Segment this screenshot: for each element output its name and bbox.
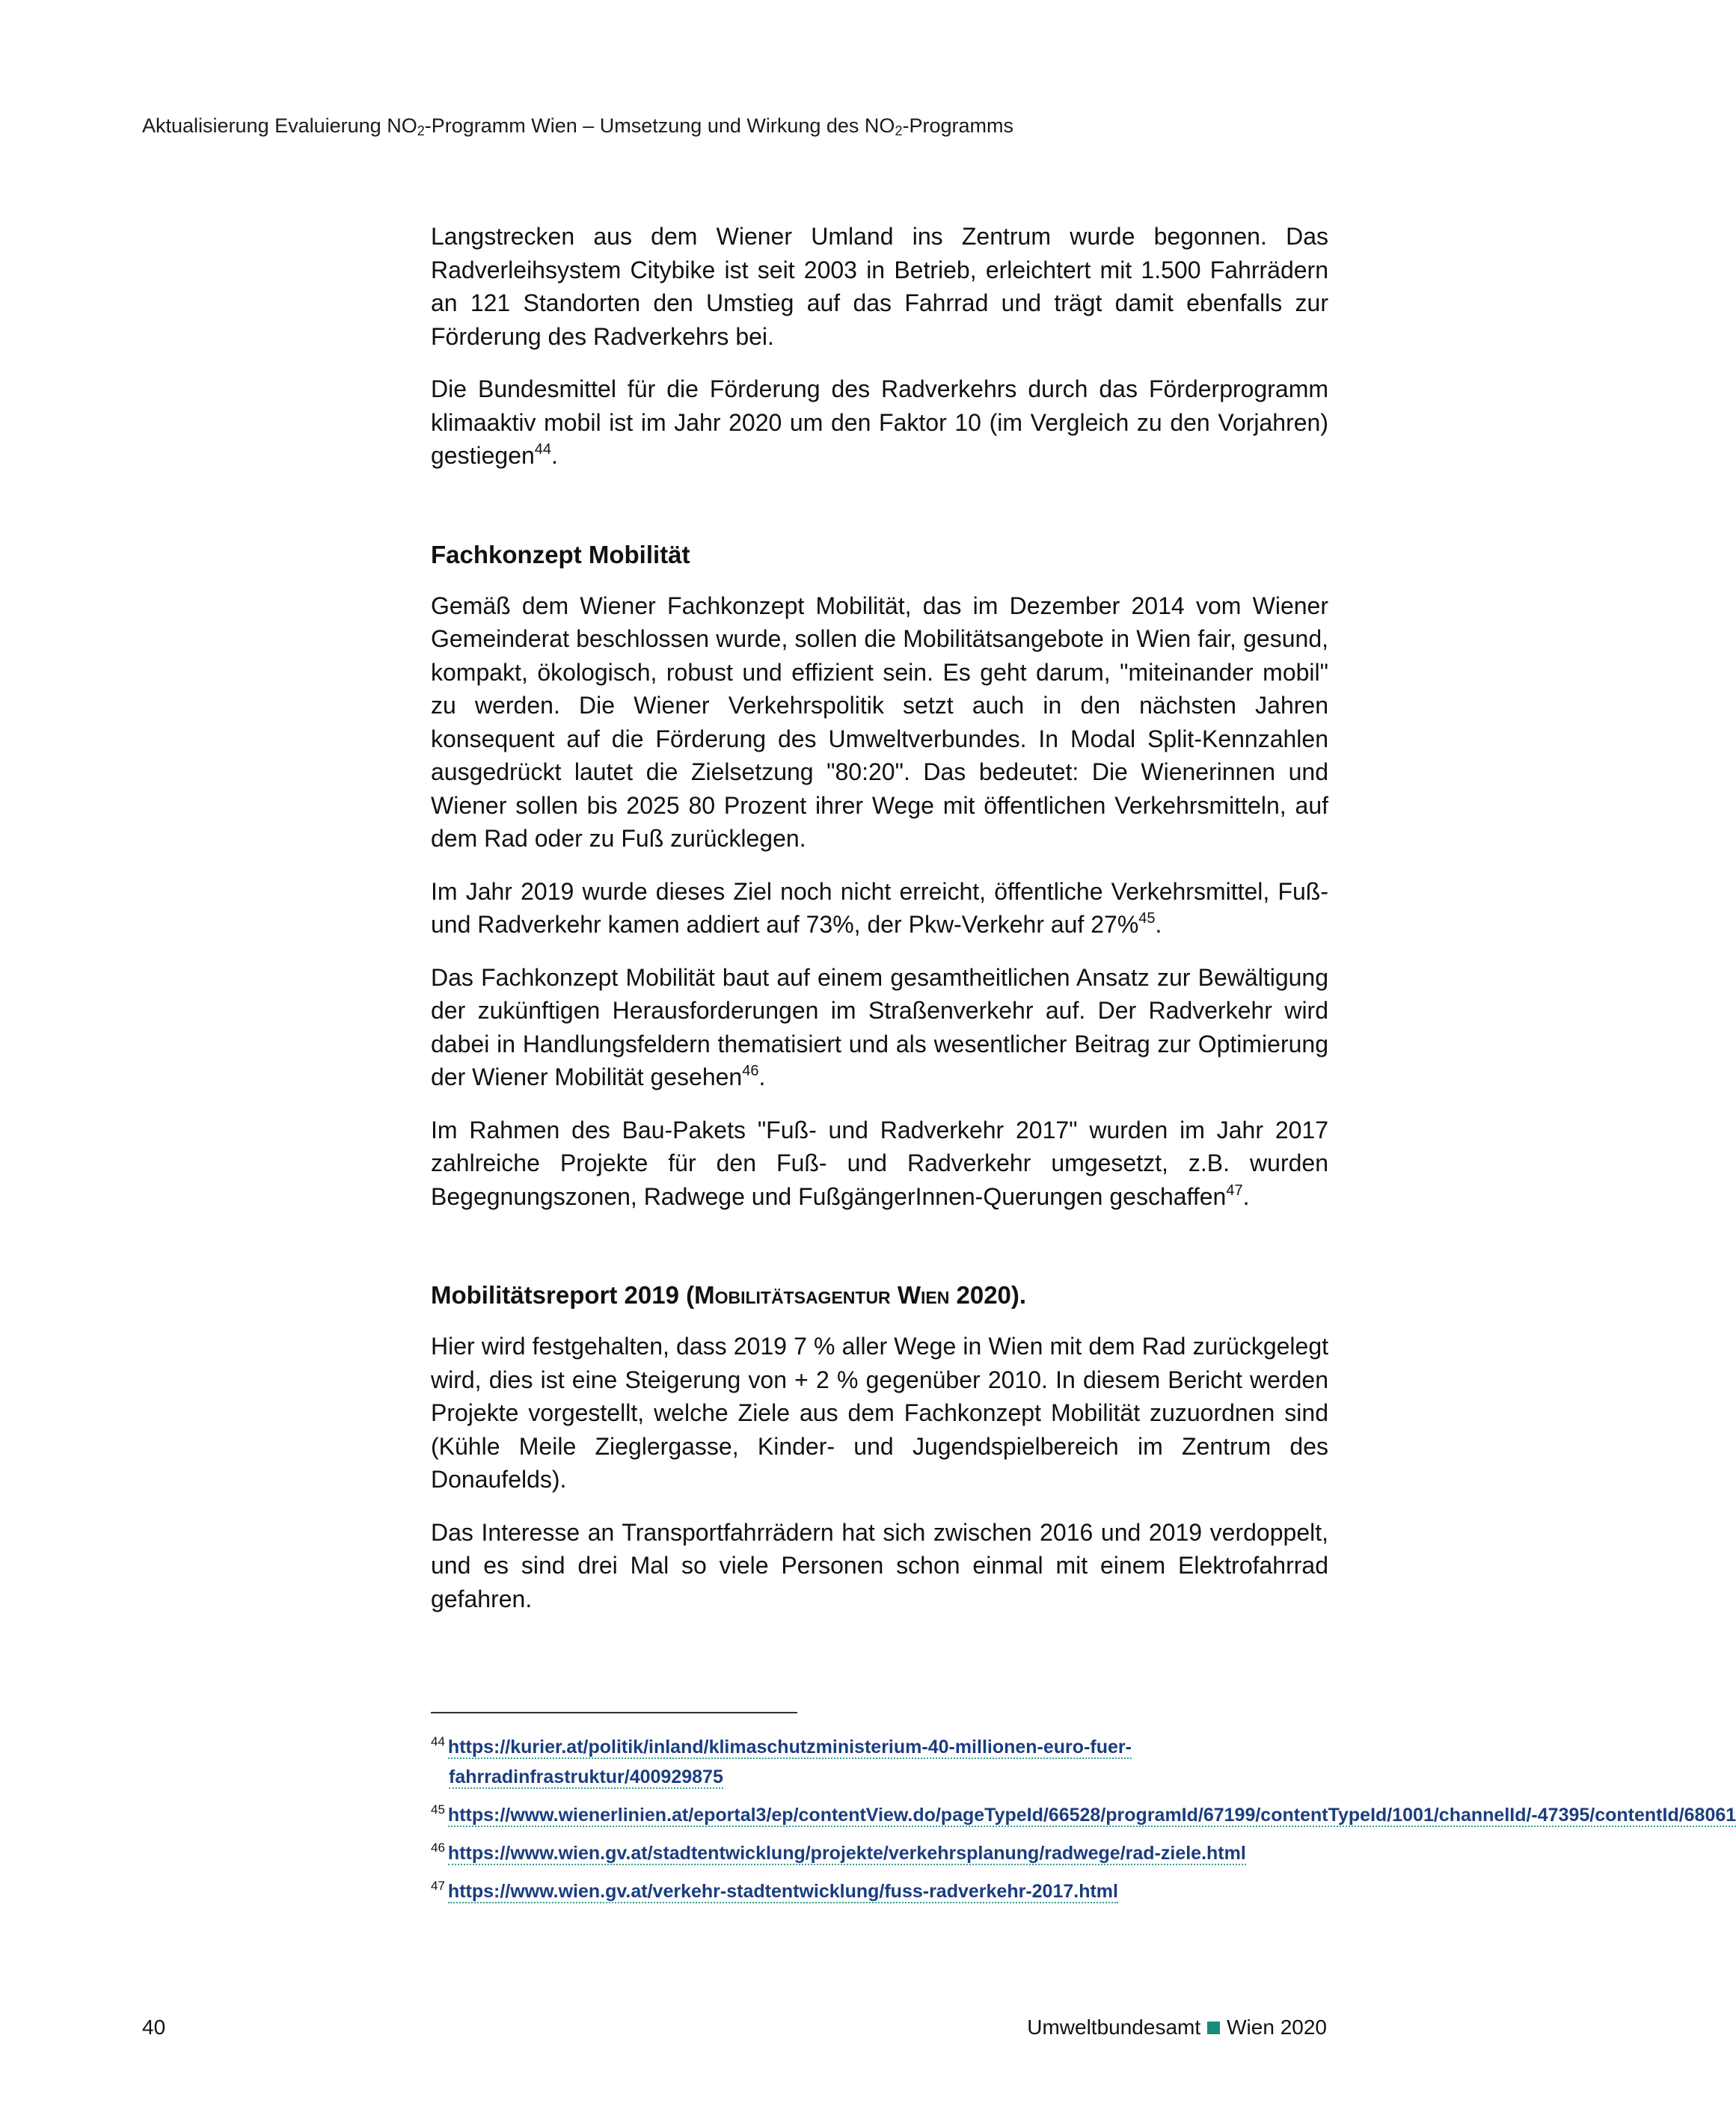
footnote-link-44[interactable]: https://kurier.at/politik/inland/klimaschutzministerium-40-millionen-euro-fuer-fahrradinfrastruktur/400929875 <box>447 1737 1132 1787</box>
paragraph-mobilitaetsreport: Hier wird festgehalten, dass 2019 7 % aller Wege in Wien mit dem Rad zurückgelegt wird, dies ist eine Steigerung von + 2 % gegenüber 2010. In diesem Bericht werden Projekte vorgestellt, welche Ziele aus dem Fachkonzept Mobilität zuzuordnen sind (Kühle Meile Zieglergasse, Kinder- und Jugendspielbereich im Zentrum des Donaufelds). <box>431 1333 1328 1493</box>
footer-publisher: Umweltbundesamt Wien 2020 <box>1027 2016 1327 2039</box>
footnote-46: $^{46}$ https://www.wien.gv.at/stadtentwicklung/projekte/verkehrsplanung/radwege/rad-ziele.html <box>431 1841 1246 1864</box>
paragraph-fachkonzept: Gemäß dem Wiener Fachkonzept Mobilität, das im Dezember 2014 vom Wiener Gemeinderat beschlossen wurde, sollen die Mobilitätsangebote in Wien fair, gesund, kompakt, ökologisch, robust und effizient sein. Es geht darum, "miteinander mobil" zu werden. Die Wiener Verkehrspolitik setzt auch in den nächsten Jahren konsequent auf die Förderung des Umweltverbundes. In Modal Split-Kennzahlen ausgedrückt lautet die Zielsetzung "80:20". Das bedeutet: Die Wienerinnen und Wiener sollen bis 2025 80 Prozent ihrer Wege mit öffentlichen Verkehrsmitteln, auf dem Rad oder zu Fuß zurücklegen. <box>431 592 1328 852</box>
page-number: 40 <box>142 2016 166 2039</box>
paragraph-citybike: Langstrecken aus dem Wiener Umland ins Zentrum wurde begonnen. Das Radverleihsystem Citybike ist seit 2003 in Betrieb, erleichtert mit 1.500 Fahrrädern an 121 Standorten den Umstieg auf das Fahrrad und trägt damit ebenfalls zur Förderung des Radverkehrs bei. <box>431 223 1328 350</box>
footnotes <box>431 1732 1736 1915</box>
section-heading-fachkonzept: Fachkonzept Mobilität <box>431 540 690 568</box>
paragraph-gesamtheitlich: Das Fachkonzept Mobilität baut auf einem gesamtheitlichen Ansatz zur Bewältigung der zukünftigen Herausforderungen im Straßenverkehr auf. Der Radverkehr wird dabei in Handlungsfeldern thematisiert und als wesentlicher Beitrag zur Optimierung der Wiener Mobilität gesehen$^{46}$. <box>431 963 1328 1090</box>
footnote-ref-47[interactable]: 47 <box>1226 1182 1243 1199</box>
footnote-ref-46[interactable]: 46 <box>742 1063 759 1079</box>
footnote-ref-45[interactable]: 45 <box>1138 910 1156 927</box>
footnote-link-46[interactable]: https://www.wien.gv.at/stadtentwicklung/projekte/verkehrsplanung/radwege/rad-ziele.html <box>447 1843 1246 1864</box>
footnote-divider <box>431 1712 797 1713</box>
paragraph-bundesmittel: Die Bundesmittel für die Förderung des Radverkehrs durch das Förderprogramm klimaaktiv mobil ist im Jahr 2020 um den Faktor 10 (im Vergleich zu den Vorjahren) gestiegen$^{44}$. <box>431 375 1328 469</box>
footnote-link-47[interactable]: https://www.wien.gv.at/verkehr-stadtentwicklung/fuss-radverkehr-2017.html <box>447 1881 1118 1902</box>
paragraph-transportfahrraeder: Das Interesse an Transportfahrrädern hat sich zwischen 2016 und 2019 verdoppelt, und es sind drei Mal so viele Personen schon einmal mit einem Elektrofahrrad gefahren. <box>431 1518 1328 1612</box>
footnote-link-45[interactable]: https://www.wienerlinien.at/eportal3/ep/contentView.do/pageTypeId/66528/programId/67199/contentTypeId/1001/channelId/-47395/contentId/68061 <box>447 1805 1736 1826</box>
paragraph-ziel-2019: Im Jahr 2019 wurde dieses Ziel noch nicht erreicht, öffentliche Verkehrsmittel, Fuß- und Radverkehr kamen addiert auf 73%, der Pkw-Verkehr auf 27%$^{45}$. <box>431 877 1328 938</box>
footnote-45: $^{45}$ https://www.wienerlinien.at/eportal3/ep/contentView.do/pageTypeId/66528/programId/67199/contentTypeId/1001/channelId/-47395/contentId/68061 <box>431 1802 1736 1826</box>
footnote-47: $^{47}$ https://www.wien.gv.at/verkehr-stadtentwicklung/fuss-radverkehr-2017.html <box>431 1879 1118 1902</box>
footnote-44: $^{44}$ https://kurier.at/politik/inland/klimaschutzministerium-40-millionen-euro-fuer-fahrradinfrastruktur/400929875 <box>431 1734 1132 1787</box>
footnote-ref-44[interactable]: 44 <box>534 441 552 458</box>
section-heading-mobilitaetsreport: Mobilitätsreport 2019 (Mobilitätsagentur Wien 2020). <box>431 1281 1027 1309</box>
running-header: Aktualisierung Evaluierung $NO_2$-Programm Wien – Umsetzung und Wirkung des $NO_2$-Programms <box>142 114 1013 138</box>
paragraph-bau-paket: Im Rahmen des Bau-Pakets "Fuß- und Radverkehr 2017" wurden im Jahr 2017 zahlreiche Projekte für den Fuß- und Radverkehr umgesetzt, z.B. wurden Begegnungszonen, Radwege und FußgängerInnen-Querungen geschaffen$^{47}$. <box>431 1116 1328 1210</box>
main-content <box>431 220 1328 1635</box>
accent-square-icon <box>1207 2022 1220 2034</box>
